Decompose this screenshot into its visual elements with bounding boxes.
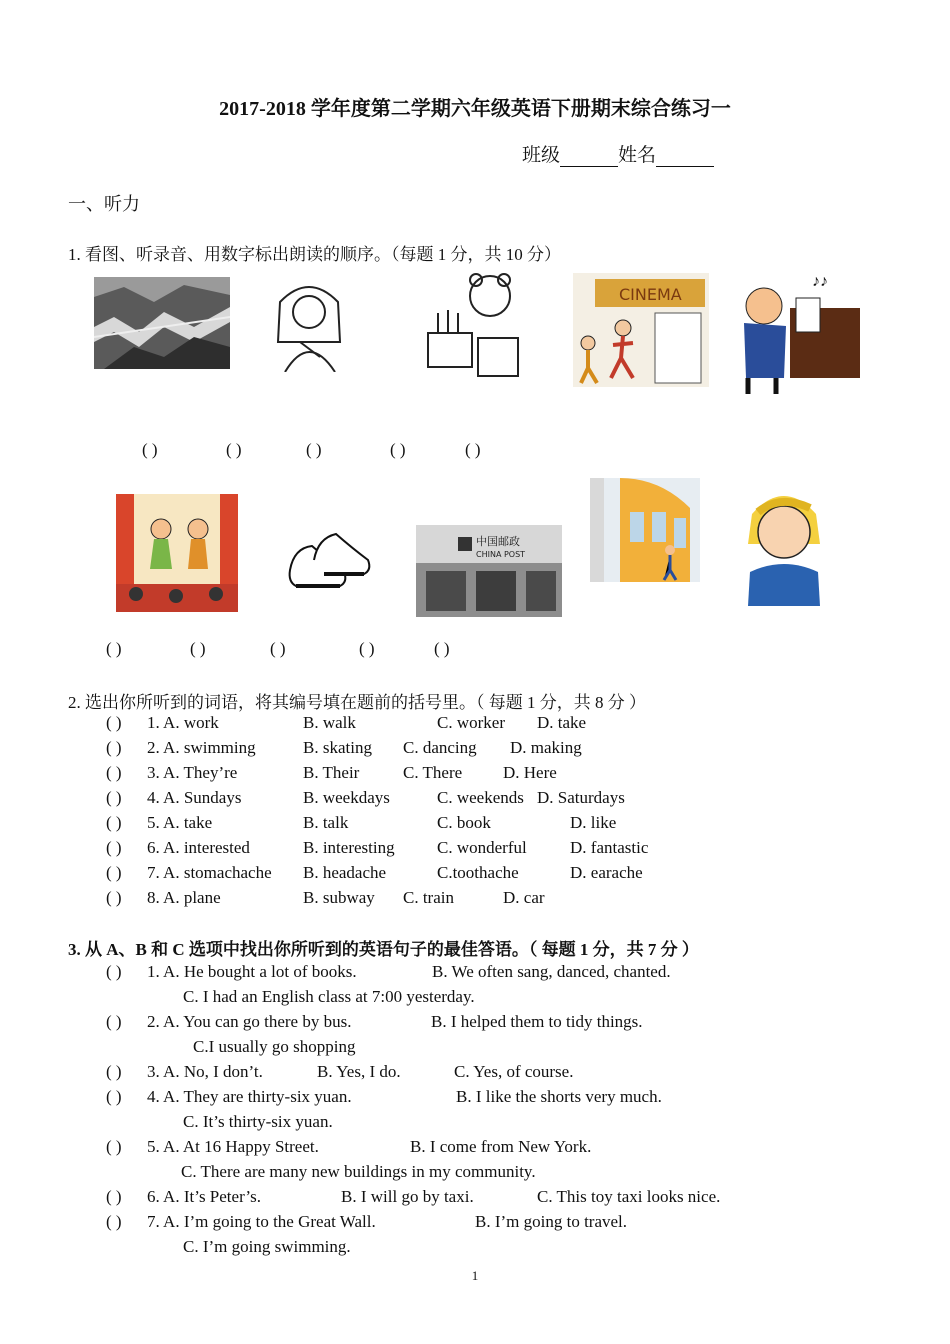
answer-paren[interactable]: ( ) bbox=[359, 639, 375, 658]
option-b: B. I come from New York. bbox=[410, 1137, 592, 1156]
answer-paren[interactable]: ( ) bbox=[106, 863, 122, 882]
post-office-image bbox=[416, 525, 562, 617]
option-d: D. take bbox=[537, 713, 587, 732]
option-a: 7. A. I’m going to the Great Wall. bbox=[147, 1212, 376, 1231]
option-a: 2. A. swimming bbox=[147, 738, 256, 757]
page-number: 1 bbox=[471, 1268, 479, 1283]
page-title: 2017-2018 学年度第二学期六年级英语下册期末综合练习一 bbox=[219, 98, 731, 120]
option-a: 4. A. Sundays bbox=[147, 788, 242, 807]
answer-paren[interactable]: ( ) bbox=[106, 1137, 122, 1156]
q2-instruction: 2. 选出你所听到的词语，将其编号填在题前的括号里。（ 每题 1 分，共 8 分 ） bbox=[68, 693, 646, 712]
q1-instruction: 1. 看图、听录音、用数字标出朗读的顺序。（每题 1 分，共 10 分） bbox=[68, 245, 561, 264]
answer-paren[interactable]: ( ) bbox=[306, 440, 322, 459]
answer-paren[interactable]: ( ) bbox=[106, 1062, 122, 1081]
option-c: C. book bbox=[437, 813, 491, 832]
piano-player-image bbox=[726, 268, 864, 396]
option-b: B. walk bbox=[303, 713, 356, 732]
answer-paren[interactable]: ( ) bbox=[106, 1012, 122, 1031]
option-c: C. wonderful bbox=[437, 838, 527, 857]
class-name-line bbox=[522, 140, 714, 167]
option-b: B. weekdays bbox=[303, 788, 390, 807]
answer-paren[interactable]: ( ) bbox=[106, 1187, 122, 1206]
option-b: B. Yes, I do. bbox=[317, 1062, 401, 1081]
answer-paren[interactable]: ( ) bbox=[106, 1087, 122, 1106]
option-c: C. I had an English class at 7:00 yesterday. bbox=[183, 987, 475, 1006]
great-wall-image bbox=[94, 277, 230, 369]
option-d: D. like bbox=[570, 813, 617, 832]
option-d: D. fantastic bbox=[570, 838, 649, 857]
option-b: B. Their bbox=[303, 763, 360, 782]
option-b: B. skating bbox=[303, 738, 372, 757]
option-b: B. I’m going to travel. bbox=[475, 1212, 628, 1231]
option-a: 1. A. work bbox=[147, 713, 219, 732]
option-c: C. train bbox=[403, 888, 454, 907]
answer-paren[interactable]: ( ) bbox=[390, 440, 406, 459]
shoes-image bbox=[284, 520, 376, 608]
answer-paren[interactable]: ( ) bbox=[434, 639, 450, 658]
cinema-image bbox=[573, 273, 709, 387]
answer-paren[interactable]: ( ) bbox=[106, 962, 122, 981]
subway-station-image bbox=[590, 478, 700, 582]
answer-paren[interactable]: ( ) bbox=[106, 738, 122, 757]
answer-paren[interactable]: ( ) bbox=[226, 440, 242, 459]
option-b: B. interesting bbox=[303, 838, 395, 857]
option-a: 3. A. They’re bbox=[147, 763, 238, 782]
stage-play-image bbox=[116, 494, 238, 612]
option-b: B. talk bbox=[303, 813, 349, 832]
option-d: D. making bbox=[510, 738, 582, 757]
answer-paren[interactable]: ( ) bbox=[106, 888, 122, 907]
option-c: C. This toy taxi looks nice. bbox=[537, 1187, 721, 1206]
option-a: 8. A. plane bbox=[147, 888, 221, 907]
answer-paren[interactable]: ( ) bbox=[106, 713, 122, 732]
option-c: C. It’s thirty-six yuan. bbox=[183, 1112, 333, 1131]
sick-girl-image bbox=[260, 272, 358, 372]
answer-paren[interactable]: ( ) bbox=[106, 1212, 122, 1231]
name-label: 姓名 bbox=[618, 144, 657, 166]
answer-paren[interactable]: ( ) bbox=[106, 788, 122, 807]
option-c: C.I usually go shopping bbox=[193, 1037, 356, 1056]
option-b: B. subway bbox=[303, 888, 375, 907]
answer-paren[interactable]: ( ) bbox=[106, 639, 122, 658]
option-d: D. car bbox=[503, 888, 545, 907]
post-sign-text: 中国邮政 bbox=[476, 535, 520, 548]
option-b: B. I like the shorts very much. bbox=[456, 1087, 662, 1106]
option-c: C.toothache bbox=[437, 863, 519, 882]
option-c: C. weekends bbox=[437, 788, 524, 807]
option-a: 6. A. It’s Peter’s. bbox=[147, 1187, 261, 1206]
option-d: D. Saturdays bbox=[537, 788, 625, 807]
answer-paren[interactable]: ( ) bbox=[106, 838, 122, 857]
option-c: C. I’m going swimming. bbox=[183, 1237, 351, 1256]
option-b: B. headache bbox=[303, 863, 387, 882]
option-c: C. dancing bbox=[403, 738, 477, 757]
answer-paren[interactable]: ( ) bbox=[270, 639, 286, 658]
option-a: 4. A. They are thirty-six yuan. bbox=[147, 1087, 352, 1106]
option-a: 1. A. He bought a lot of books. bbox=[147, 962, 357, 981]
option-b: B. We often sang, danced, chanted. bbox=[432, 962, 671, 981]
answer-paren[interactable]: ( ) bbox=[142, 440, 158, 459]
answer-paren[interactable]: ( ) bbox=[190, 639, 206, 658]
q3-instruction: 3. 从 A、B 和 C 选项中找出你所听到的英语句子的最佳答语。（ 每题 1 分，共 7 分 ） bbox=[68, 940, 699, 959]
option-a: 3. A. No, I don’t. bbox=[147, 1062, 263, 1081]
option-d: D. Here bbox=[503, 763, 557, 782]
name-blank[interactable] bbox=[656, 148, 714, 167]
option-a: 5. A. take bbox=[147, 813, 213, 832]
post-sign-en-text: CHINA POST bbox=[476, 550, 526, 559]
option-d: D. earache bbox=[570, 863, 643, 882]
birthday-cake-bear-image bbox=[418, 268, 526, 382]
option-a: 6. A. interested bbox=[147, 838, 250, 857]
option-c: C. Yes, of course. bbox=[454, 1062, 574, 1081]
answer-paren[interactable]: ( ) bbox=[106, 763, 122, 782]
option-c: C. There bbox=[403, 763, 463, 782]
option-c: C. worker bbox=[437, 713, 505, 732]
option-b: B. I will go by taxi. bbox=[341, 1187, 474, 1206]
cinema-sign-text: CINEMA bbox=[619, 285, 682, 304]
option-a: 2. A. You can go there by bus. bbox=[147, 1012, 352, 1031]
class-blank[interactable] bbox=[560, 148, 618, 167]
svg-text:♪♪: ♪♪ bbox=[812, 273, 828, 290]
answer-paren[interactable]: ( ) bbox=[106, 813, 122, 832]
headache-girl-image bbox=[740, 484, 828, 606]
option-c: C. There are many new buildings in my community. bbox=[181, 1162, 536, 1181]
answer-paren[interactable]: ( ) bbox=[465, 440, 481, 459]
option-a: 7. A. stomachache bbox=[147, 863, 272, 882]
class-label: 班级 bbox=[522, 144, 561, 166]
option-b: B. I helped them to tidy things. bbox=[431, 1012, 643, 1031]
option-a: 5. A. At 16 Happy Street. bbox=[147, 1137, 319, 1156]
section-listening-heading: 一、听力 bbox=[68, 194, 140, 215]
